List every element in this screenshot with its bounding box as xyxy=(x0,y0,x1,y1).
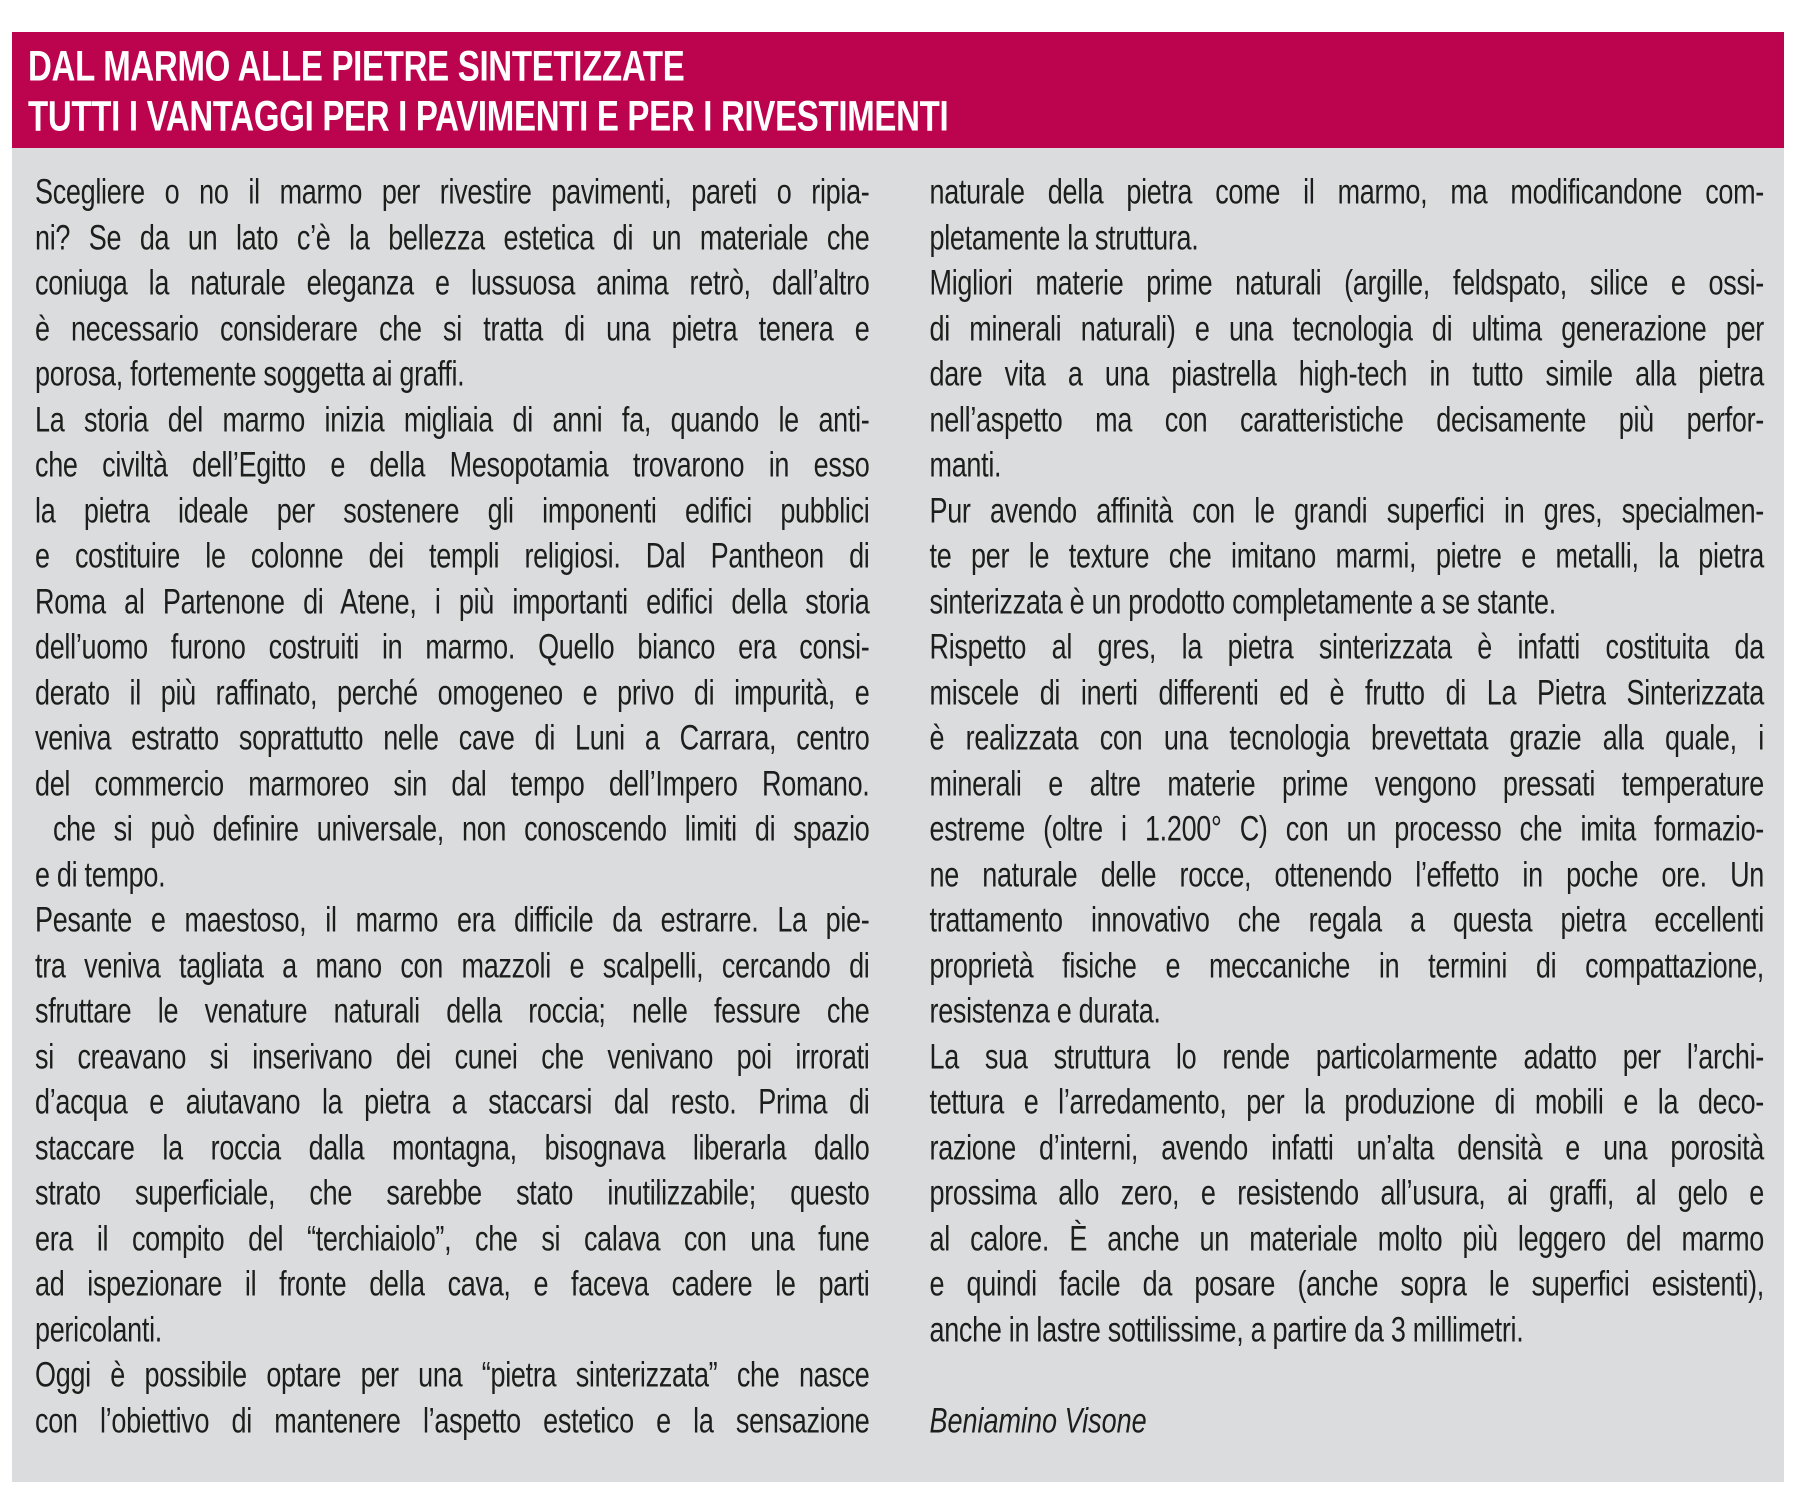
text-line: naturale della pietra come il marmo, ma modificandone com- xyxy=(929,171,1764,212)
text-line: e quindi facile da posare (anche sopra le superfici esistenti), xyxy=(929,1263,1764,1304)
text-line: miscele di inerti differenti ed è frutto di La Pietra Sinterizzata xyxy=(929,672,1764,713)
text-line: era il compito del “terchiaiolo”, che si calava con una fune xyxy=(35,1218,870,1259)
text-line: si creavano si inserivano dei cunei che venivano poi irrorati xyxy=(35,1036,870,1077)
text-line: del commercio marmoreo sin dal tempo dell’Impero Romano. xyxy=(35,763,870,804)
text-line: trattamento innovativo che regala a questa pietra eccellenti xyxy=(929,899,1764,940)
text-line: anche in lastre sottilissime, a partire da 3 millimetri. xyxy=(929,1309,1524,1350)
text-line: sinterizzata è un prodotto completamente a se stante. xyxy=(929,581,1556,622)
text-line: La sua struttura lo rende particolarmente adatto per l’archi- xyxy=(929,1036,1764,1077)
text-line: resistenza e durata. xyxy=(929,990,1161,1031)
article-body xyxy=(12,148,1784,1482)
text-line: porosa, fortemente soggetta ai graffi. xyxy=(35,353,465,394)
text-column-left xyxy=(35,170,870,1482)
text-line: Oggi è possibile optare per una “pietra sinterizzata” che nasce xyxy=(35,1354,870,1395)
text-line: veniva estratto soprattutto nelle cave di Luni a Carrara, centro xyxy=(35,717,870,758)
text-line: la pietra ideale per sostenere gli imponenti edifici pubblici xyxy=(35,490,870,531)
text-line: tettura e l’arredamento, per la produzione di mobili e la deco- xyxy=(929,1081,1764,1122)
text-line: ni? Se da un lato c’è la bellezza estetica di un materiale che xyxy=(35,217,870,258)
text-line: sfruttare le venature naturali della roccia; nelle fessure che xyxy=(35,990,870,1031)
text-line: che si può definire universale, non conoscendo limiti di spazio xyxy=(35,808,870,849)
text-line: Migliori materie prime naturali (argille, feldspato, silice e ossi- xyxy=(929,262,1764,303)
text-line: è necessario considerare che si tratta di una pietra tenera e xyxy=(35,308,870,349)
text-line: al calore. È anche un materiale molto più leggero del marmo xyxy=(929,1218,1764,1259)
text-line: ad ispezionare il fronte della cava, e faceva cadere le parti xyxy=(35,1263,870,1304)
text-line: e costituire le colonne dei templi religiosi. Dal Pantheon di xyxy=(35,535,870,576)
text-line: e di tempo. xyxy=(35,854,166,895)
text-line: tra veniva tagliata a mano con mazzoli e scalpelli, cercando di xyxy=(35,945,870,986)
text-line: nell’aspetto ma con caratteristiche decisamente più perfor- xyxy=(929,399,1764,440)
text-line: La storia del marmo inizia migliaia di anni fa, quando le anti- xyxy=(35,399,870,440)
text-line: d’acqua e aiutavano la pietra a staccarsi dal resto. Prima di xyxy=(35,1081,870,1122)
text-column-right xyxy=(930,170,1765,1482)
article-header xyxy=(12,32,1784,148)
text-line: staccare la roccia dalla montagna, bisognava liberarla dallo xyxy=(35,1127,870,1168)
text-line: Pesante e maestoso, il marmo era difficile da estrarre. La pie- xyxy=(35,899,870,940)
article-box xyxy=(12,32,1784,1482)
text-line: Roma al Partenone di Atene, i più importanti edifici della storia xyxy=(35,581,870,622)
text-line: derato il più raffinato, perché omogeneo e privo di impurità, e xyxy=(35,672,870,713)
text-line: è realizzata con una tecnologia brevettata grazie alla quale, i xyxy=(929,717,1764,758)
text-line: ne naturale delle rocce, ottenendo l’effetto in poche ore. Un xyxy=(929,854,1764,895)
text-line: pletamente la struttura. xyxy=(929,217,1199,258)
text-line: proprietà fisiche e meccaniche in termini di compattazione, xyxy=(929,945,1764,986)
text-line: di minerali naturali) e una tecnologia di ultima generazione per xyxy=(929,308,1764,349)
text-line: Scegliere o no il marmo per rivestire pavimenti, pareti o ripia- xyxy=(35,171,870,212)
text-line: strato superficiale, che sarebbe stato inutilizzabile; questo xyxy=(35,1172,870,1213)
text-line: estreme (oltre i 1.200° C) con un processo che imita formazio- xyxy=(929,808,1764,849)
text-line: che civiltà dell’Egitto e della Mesopotamia trovarono in esso xyxy=(35,444,870,485)
text-line: pericolanti. xyxy=(35,1309,162,1350)
text-line: minerali e altre materie prime vengono pressati temperature xyxy=(929,763,1764,804)
text-line: dell’uomo furono costruiti in marmo. Quello bianco era consi- xyxy=(35,626,870,667)
text-line: con l’obiettivo di mantenere l’aspetto estetico e la sensazione xyxy=(35,1400,870,1441)
text-line: prossima allo zero, e resistendo all’usura, ai graffi, al gelo e xyxy=(929,1172,1764,1213)
text-line: te per le texture che imitano marmi, pietre e metalli, la pietra xyxy=(929,535,1764,576)
text-line: Pur avendo affinità con le grandi superfici in gres, specialmen- xyxy=(929,490,1764,531)
text-line: razione d’interni, avendo infatti un’alta densità e una porosità xyxy=(929,1127,1764,1168)
header-title-line-2: TUTTI I VANTAGGI PER I PAVIMENTI E PER I RIVESTIMENTI xyxy=(28,91,949,140)
text-line: coniuga la naturale eleganza e lussuosa anima retrò, dall’altro xyxy=(35,262,870,303)
text-line: Rispetto al gres, la pietra sinterizzata è infatti costituita da xyxy=(929,626,1764,667)
text-line: dare vita a una piastrella high-tech in tutto simile alla pietra xyxy=(929,353,1764,394)
header-title-line-1: DAL MARMO ALLE PIETRE SINTETIZZATE xyxy=(28,41,685,90)
author-signature: Beniamino Visone xyxy=(929,1400,1147,1441)
text-line: manti. xyxy=(929,444,1002,485)
